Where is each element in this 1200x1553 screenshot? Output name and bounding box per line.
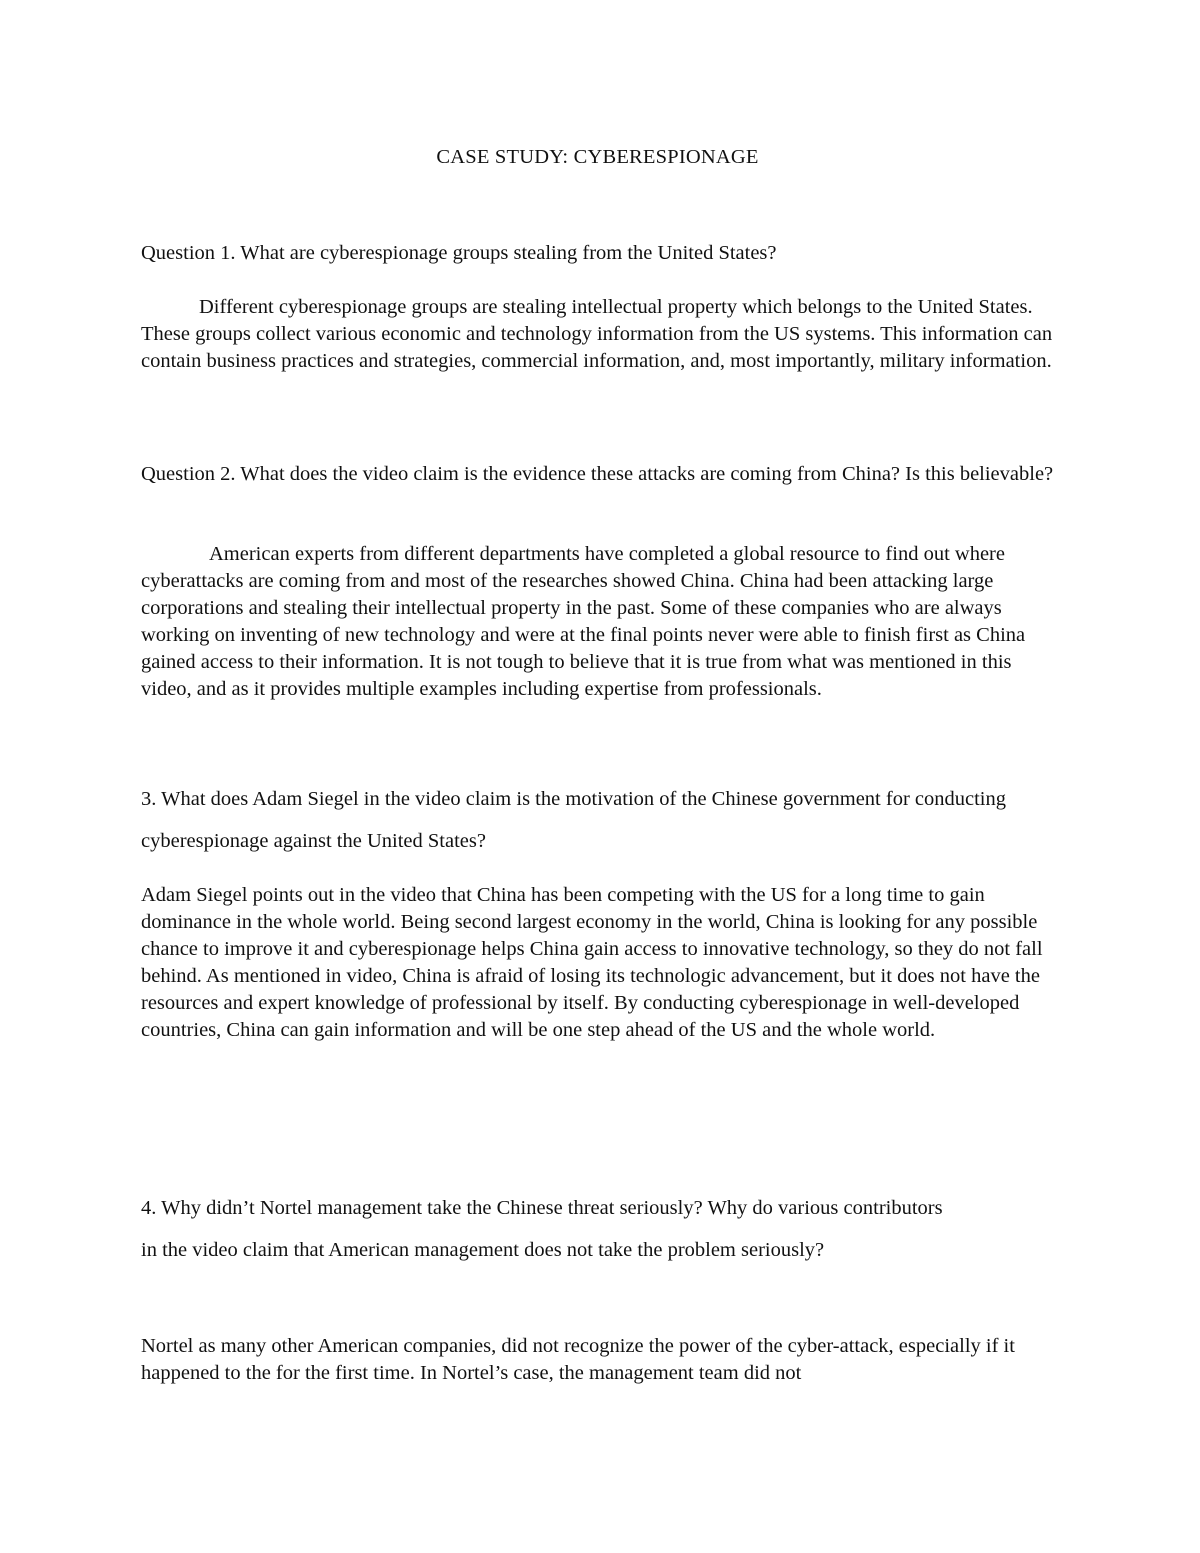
question-2: Question 2. What does the video claim is the evidence these attacks are coming from China? Is this believable? <box>141 463 1054 485</box>
document-title: CASE STUDY: CYBERESPIONAGE <box>436 146 759 168</box>
answer-2: American experts from different departments have completed a global resource to find out where cyberattacks are coming from and most of the researches showed China. China had been attacking large corporations and stealing their intellectual property in the past. Some of these companies who are always working on inventing of new technology and were at the final points never were able to finish first as China gained access to their information. It is not tough to believe that it is true from what was mentioned in this video, and as it provides multiple examples including expertise from professionals. <box>141 543 1026 700</box>
answer-3: Adam Siegel points out in the video that China has been competing with the US for a long time to gain dominance in the whole world. Being second largest economy in the world, China is looking for any possible chance to improve it and cyberespionage helps China gain access to innovative technology, so they do not fall behind. As mentioned in video, China is afraid of losing its technologic advancement, but it does not have the resources and expert knowledge of professional by itself. By conducting cyberespionage in well-developed countries, China can gain information and will be one step ahead of the US and the whole world. <box>141 884 1043 1041</box>
question-3: 3. What does Adam Siegel in the video claim is the motivation of the Chinese government for conducting cyberespionage against the United States? <box>141 788 1006 852</box>
answer-1: Different cyberespionage groups are stealing intellectual property which belongs to the United States. These groups collect various economic and technology information from the US systems. This information can contain business practices and strategies, commercial information, and, most importantly, military information. <box>141 296 1053 372</box>
question-1: Question 1. What are cyberespionage groups stealing from the United States? <box>141 242 777 264</box>
question-4: 4. Why didn’t Nortel management take the Chinese threat seriously? Why do various contributors in the video claim that American management does not take the problem seriously? <box>141 1197 943 1261</box>
answer-4: Nortel as many other American companies, did not recognize the power of the cyber-attack, especially if it happened to the for the first time. In Nortel’s case, the management team did not <box>141 1335 1015 1384</box>
